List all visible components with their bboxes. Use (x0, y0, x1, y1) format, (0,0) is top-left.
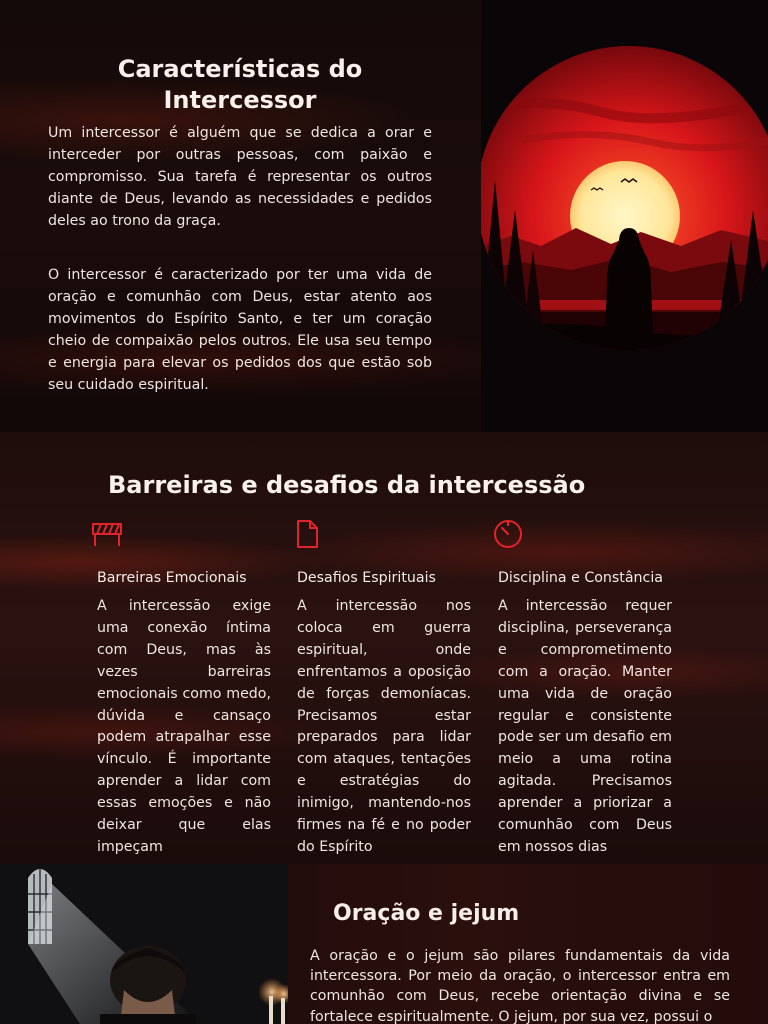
barrier-heading-spiritual: Desafios Espirituais (297, 570, 436, 586)
praying-person-illustration (0, 864, 288, 1024)
barrier-heading-emotional: Barreiras Emocionais (97, 570, 247, 586)
barrier-heading-discipline: Disciplina e Constância (498, 570, 663, 586)
barrier-body-spiritual: A intercessão nos coloca em guerra espiritual, onde enfrentamos a oposição de forças demoníacas. Precisamos estar preparados para lidar com ataques, tentações e estratégias do inimigo, mantendo-nos firmes na fé e no poder do Espírito (297, 598, 471, 855)
characteristics-paragraph-1: Um intercessor é alguém que se dedica a orar e interceder por outras pessoas, com paixão e compromisso. Sua tarefa é representar os outros diante de Deus, levando as necessidades e pedidos deles ao trono da graça. (48, 125, 432, 229)
barrier-icon (91, 518, 123, 550)
characteristics-paragraph-2: O intercessor é caracterizado por ter uma vida de oração e comunhão com Deus, estar atento aos movimentos do Espírito Santo, e ter um coração cheio de compaixão pelos outros. Ele usa seu tempo e energia para elevar os pedidos dos que estão sob seu cuidado espiritual. (48, 267, 432, 393)
barriers-section (0, 432, 768, 864)
characteristics-title: Características do Intercessor (117, 55, 363, 114)
barrier-body-discipline: A intercessão requer disciplina, perseverança e comprometimento com a oração. Manter uma vida de oração regular e consistente pode ser um desafio em meio a uma rotina agitada. Precisamos aprender a priorizar a comunhão com Deus em nossos dias (498, 598, 672, 855)
barrier-body-emotional: A intercessão exige uma conexão íntima com Deus, mas às vezes barreiras emocionais como medo, dúvida e cansaço podem atrapalhar esse vínculo. É importante aprender a lidar com essas emoções e não deixar que elas impeçam (97, 598, 271, 855)
prayer-fasting-title: Oração e jejum (333, 901, 520, 926)
characteristics-section (0, 0, 768, 432)
characteristics-text (48, 54, 432, 396)
sunset-silhouette-illustration (481, 0, 768, 432)
document-icon (291, 518, 323, 550)
prayer-fasting-body: A oração e o jejum são pilares fundamentais da vida intercessora. Por meio da oração, o intercessor entra em comunhão com Deus, recebe orientação divina e se fortalece espiritualmente. O jejum, por sua vez, possui o (310, 948, 730, 1024)
prayer-fasting-section (0, 864, 768, 1024)
timer-icon (492, 518, 524, 550)
barriers-title: Barreiras e desafios da intercessão (108, 471, 586, 499)
